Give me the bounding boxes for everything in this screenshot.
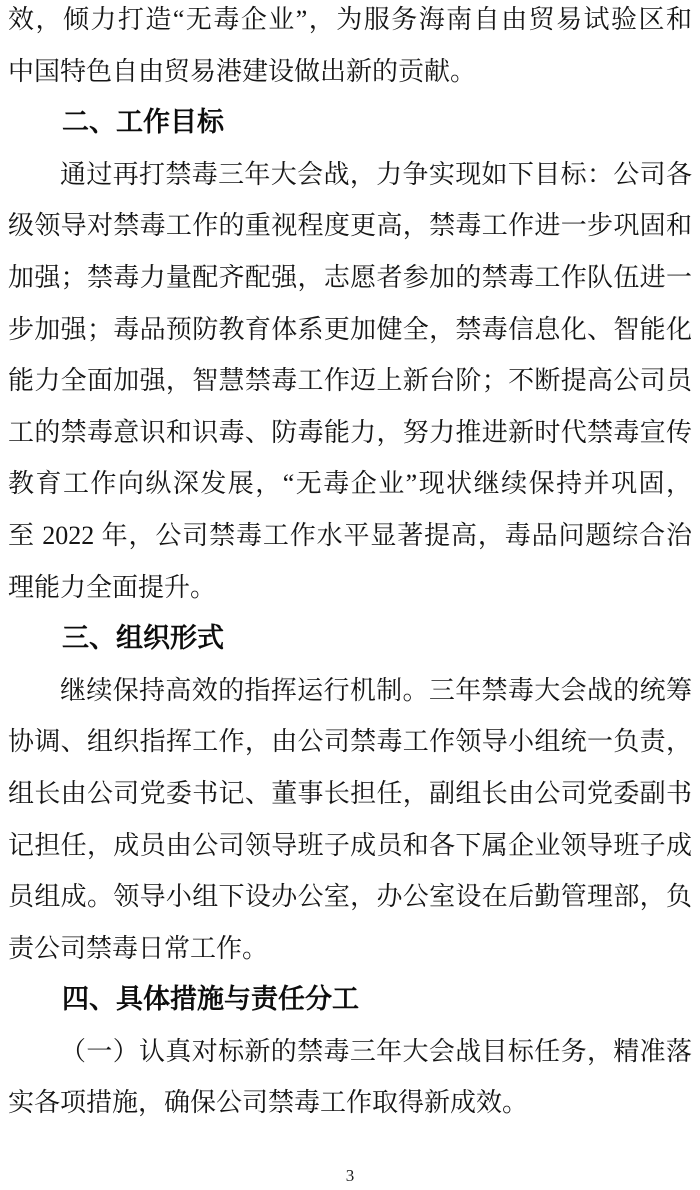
section-heading: 三、组织形式 <box>62 623 224 654</box>
text-line: 中国特色自由贸易港建设做出新的贡献。 <box>8 56 477 86</box>
text-line: 员组成。领导小组下设办公室，办公室设在后勤管理部，负 <box>8 882 692 912</box>
text-line: 责公司禁毒日常工作。 <box>8 933 269 963</box>
text-line: 记担任，成员由公司领导班子成员和各下属企业领导班子成 <box>8 830 692 860</box>
document-content <box>8 0 692 1129</box>
section-heading: 四、具体措施与责任分工 <box>62 984 359 1015</box>
text-line: 通过再打禁毒三年大会战，力争实现如下目标：公司各 <box>60 159 692 189</box>
text-line: （一）认真对标新的禁毒三年大会战目标任务，精准落 <box>60 1036 692 1066</box>
text-line: 工的禁毒意识和识毒、防毒能力，努力推进新时代禁毒宣传 <box>8 417 692 447</box>
text-line: 继续保持高效的指挥运行机制。三年禁毒大会战的统筹 <box>60 675 692 705</box>
text-line: 步加强；毒品预防教育体系更加健全，禁毒信息化、智能化 <box>8 314 692 344</box>
text-line: 能力全面加强，智慧禁毒工作迈上新台阶；不断提高公司员 <box>8 366 692 396</box>
text-line: 组长由公司党委书记、董事长担任，副组长由公司党委副书 <box>8 778 692 808</box>
text-line: 加强；禁毒力量配齐配强，志愿者参加的禁毒工作队伍进一 <box>8 262 692 292</box>
text-line: 理能力全面提升。 <box>8 572 217 602</box>
text-line: 实各项措施，确保公司禁毒工作取得新成效。 <box>8 1088 529 1118</box>
section-heading: 二、工作目标 <box>62 107 224 138</box>
text-line: 至 2022 年，公司禁毒工作水平显著提高，毒品问题综合治 <box>8 520 692 550</box>
page-number: 3 <box>345 1166 355 1185</box>
text-line: 级领导对禁毒工作的重视程度更高，禁毒工作进一步巩固和 <box>8 211 692 241</box>
text-line: 教育工作向纵深发展，“无毒企业”现状继续保持并巩固， <box>8 469 692 499</box>
text-line: 效，倾力打造“无毒企业”，为服务海南自由贸易试验区和 <box>8 5 692 34</box>
text-line: 协调、组织指挥工作，由公司禁毒工作领导小组统一负责， <box>8 727 692 757</box>
